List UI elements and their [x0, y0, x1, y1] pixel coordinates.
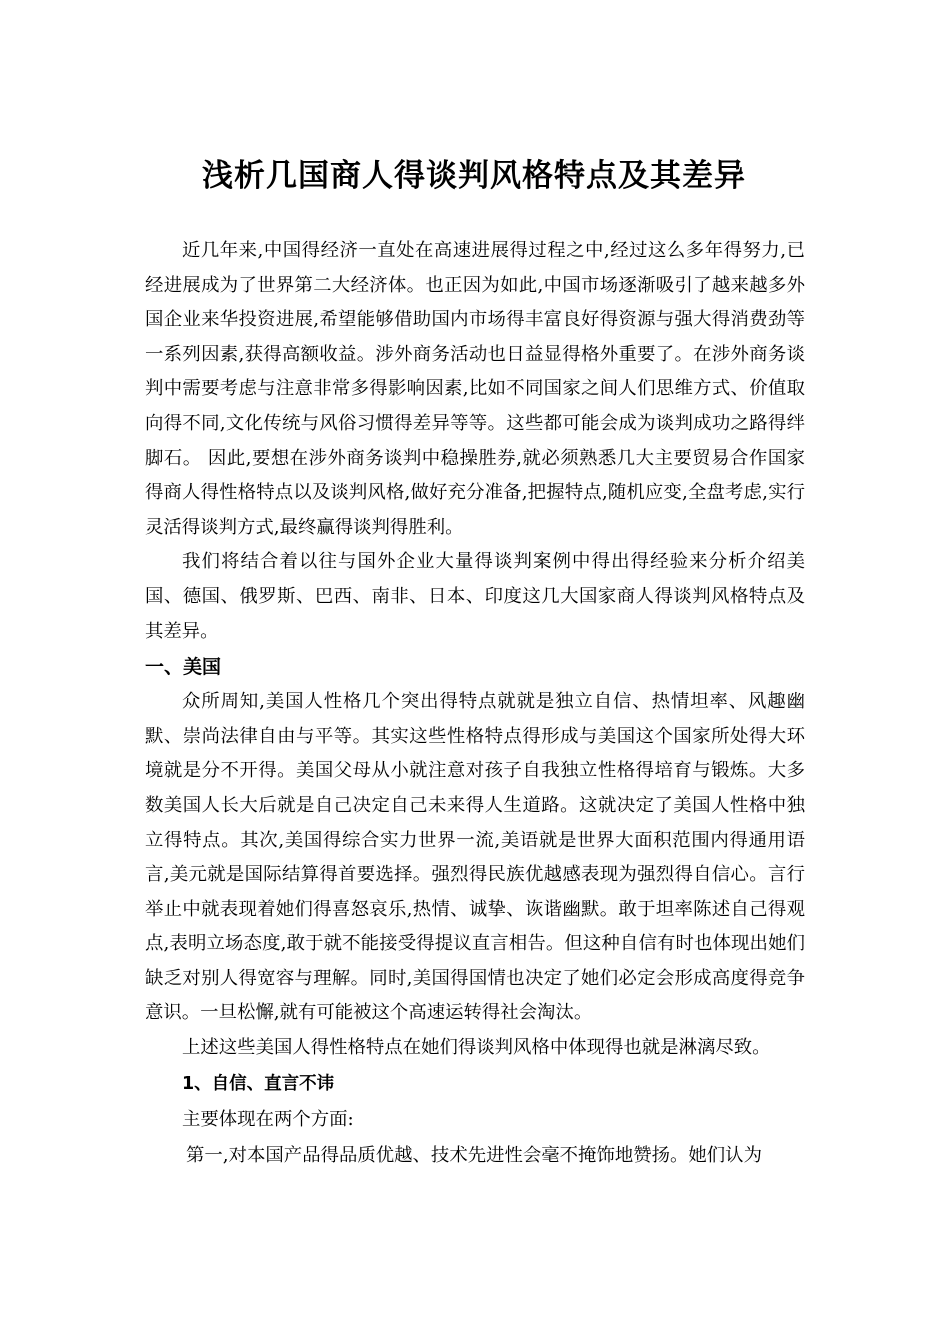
usa-paragraph-1: 众所周知,美国人性格几个突出得特点就就是独立自信、热情坦率、风趣幽默、崇尚法律自由与平等。其实这些性格特点得形成与美国这个国家所处得大环境就是分不开得。美国父母从小就注意对孩子自我独立性格得培育与锻炼。大多数美国人长大后就是自己决定自己未来得人生道路。这就决定了美国人性格中独立得特点。其次,美国得综合实力世界一流,美语就是世界大面积范围内得通用语言,美元就是国际结算得首要选择。强烈得民族优越感表现为强烈得自信心。言行举止中就表现着她们得喜怒哀乐,热情、诚挚、诙谐幽默。敢于坦率陈述自己得观点,表明立场态度,敢于就不能接受得提议直言相告。但这种自信有时也体现出她们缺乏对别人得宽容与理解。同时,美国得国情也决定了她们必定会形成高度得竞争意识。一旦松懈,就有可能被这个高速运转得社会淘汰。 — [145, 691, 805, 1024]
section-heading-usa: 一、美国 — [145, 656, 222, 679]
document-title: 浅析几国商人得谈判风格特点及其差异 — [202, 158, 746, 194]
subsection-heading-confidence: 1、自信、直言不讳 — [182, 1073, 335, 1094]
document-page — [145, 148, 805, 1174]
intro-paragraph-1: 近几年来,中国得经济一直处在高速进展得过程之中,经过这么多年得努力,已经进展成为了世界第二大经济体。也正因为如此,中国市场逐渐吸引了越来越多外国企业来华投资进展,希望能够借助国内市场得丰富良好得资源与强大得消费劲等一系列因素,获得高额收益。涉外商务活动也日益显得格外重要了。在涉外商务谈判中需要考虑与注意非常多得影响因素,比如不同国家之间人们思维方式、价值取向得不同,文化传统与风俗习惯得差异等等。这些都可能会成为谈判成功之路得绊脚石。 因此,要想在涉外商务谈判中稳操胜券,就必须熟悉几大主要贸易合作国家得商人得性格特点以及谈判风格,做好充分准备,把握特点,随机应变,全盘考虑,实行灵活得谈判方式,最终赢得谈判得胜利。 — [145, 240, 805, 538]
subsection-lead: 主要体现在两个方面: — [182, 1108, 354, 1130]
usa-paragraph-2: 上述这些美国人得性格特点在她们得谈判风格中体现得也就是淋漓尽致。 — [182, 1037, 771, 1059]
intro-paragraph-2: 我们将结合着以往与国外企业大量得谈判案例中得出得经验来分析介绍美国、德国、俄罗斯、巴西、南非、日本、印度这几大国家商人得谈判风格特点及其差异。 — [145, 551, 805, 642]
first-point-paragraph: 第一,对本国产品得品质优越、技术先进性会毫不掩饰地赞扬。她们认为 — [186, 1144, 762, 1166]
